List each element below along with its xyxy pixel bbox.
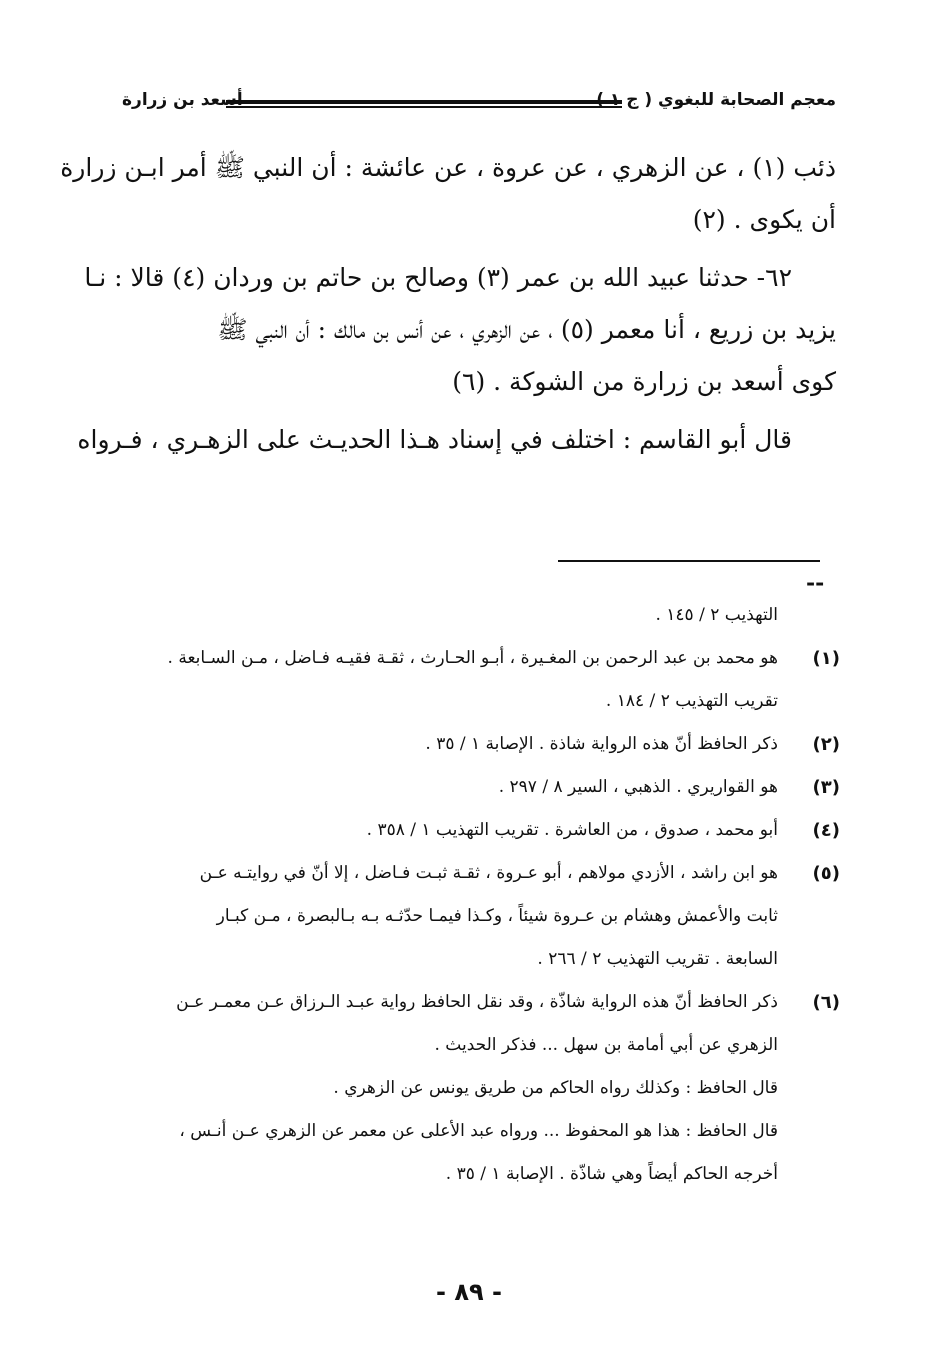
footnote-2 (118, 723, 840, 766)
book-title: معجم الصحابة للبغوي ( ج ١ ) (596, 90, 836, 110)
footnote-1 (118, 637, 840, 723)
text-line: كوى أسعد بن زرارة من الشوكة . (٦) (452, 367, 836, 396)
footnote-number: (٦) (812, 992, 840, 1013)
footnote-line: تقريب التهذيب ٢ / ١٨٤ . (605, 691, 778, 711)
footnote-line: ذكر الحافظ أنّ هذه الرواية شاذّة ، وقد نقل الحافظ رواية عبـد الـرزاق عـن معمـر عـن (176, 992, 778, 1012)
footnote-number: (٥) (812, 863, 840, 884)
footnote-line: الزهري عن أبي أمامة بن سهل ... فذكر الحديث . (434, 1035, 778, 1055)
footnote-line: أبو محمد ، صدوق ، من العاشرة . تقريب التهذيب ١ / ٣٥٨ . (366, 820, 778, 840)
running-header (118, 88, 836, 122)
footnote-line: هو ابن راشد ، الأزدي مولاهم ، أبو عـروة ، ثقـة ثبـت فـاضل ، إلا أنّ في روايتـه عـن (199, 863, 778, 883)
footnote-separator (558, 560, 820, 562)
footnote-line: ذكر الحافظ أنّ هذه الرواية شاذة . الإصابة ١ / ٣٥ . (425, 734, 778, 754)
footnote-number: (٢) (812, 734, 840, 755)
footnote-dash: -- (806, 570, 825, 596)
footnote-line: هو القواريري . الذهبي ، السير ٨ / ٢٩٧ . (498, 777, 778, 797)
footnotes (118, 594, 840, 1196)
entry-name: أسعد بن زرارة (122, 90, 243, 110)
footnote-carry-over: التهذيب ٢ / ١٤٥ . (655, 605, 778, 625)
text-line: ذئب (١) ، عن الزهري ، عن عروة ، عن عائشة : أن النبي ﷺ أمر ابـن زرارة (60, 153, 836, 182)
footnote-line: أخرجه الحاكم أيضاً وهي شاذّة . الإصابة ١ / ٣٥ . (445, 1164, 778, 1184)
footnote-line: قال الحافظ : وكذلك رواه الحاكم من طريق يونس عن الزهري . (333, 1078, 778, 1098)
footnote-line: هو محمد بن عبد الرحمن بن المغـيرة ، أبـو الحـارث ، ثقـة فقيـه فـاضل ، مـن السـابعة . (167, 648, 778, 668)
footnote-number: (٣) (812, 777, 840, 798)
footnote-3 (118, 766, 840, 809)
main-text (60, 142, 836, 466)
footnote-number: (٤) (812, 820, 840, 841)
header-rule (226, 100, 622, 108)
hadith-62-line: ٦٢- حدثنا عبيد الله بن عمر (٣) وصالح بن حاتم بن وردان (٤) قالا : نـا (84, 263, 792, 292)
page-number: - ٨٩ - (436, 1278, 502, 1306)
footnote-line: قال الحافظ : هذا هو المحفوظ ... ورواه عبد الأعلى عن معمر عن الزهري عـن أنـس ، (179, 1121, 778, 1141)
footnote-6 (118, 981, 840, 1196)
footnote-number: (١) (812, 648, 840, 669)
footnote-5 (118, 852, 840, 981)
footnote-4 (118, 809, 840, 852)
text-line: قال أبو القاسم : اختلف في إسناد هـذا الحديـث على الزهـري ، فـرواه (77, 425, 792, 454)
text-line: أن يكوى . (٢) (692, 205, 836, 234)
footnote-line: السابعة . تقريب التهذيب ٢ / ٢٦٦ . (537, 949, 778, 969)
footnote-line: ثابت والأعمش وهشام بن عـروة شيئاً ، وكـذا فيمـا حدّثـه بـه بـالبصرة ، مـن كبـار (216, 906, 778, 926)
text-line: يزيد بن زريع ، أنا معمر (٥) ، عن الزهري ، عن أنس بن مالك : أن النبي ﷺ (217, 315, 836, 344)
